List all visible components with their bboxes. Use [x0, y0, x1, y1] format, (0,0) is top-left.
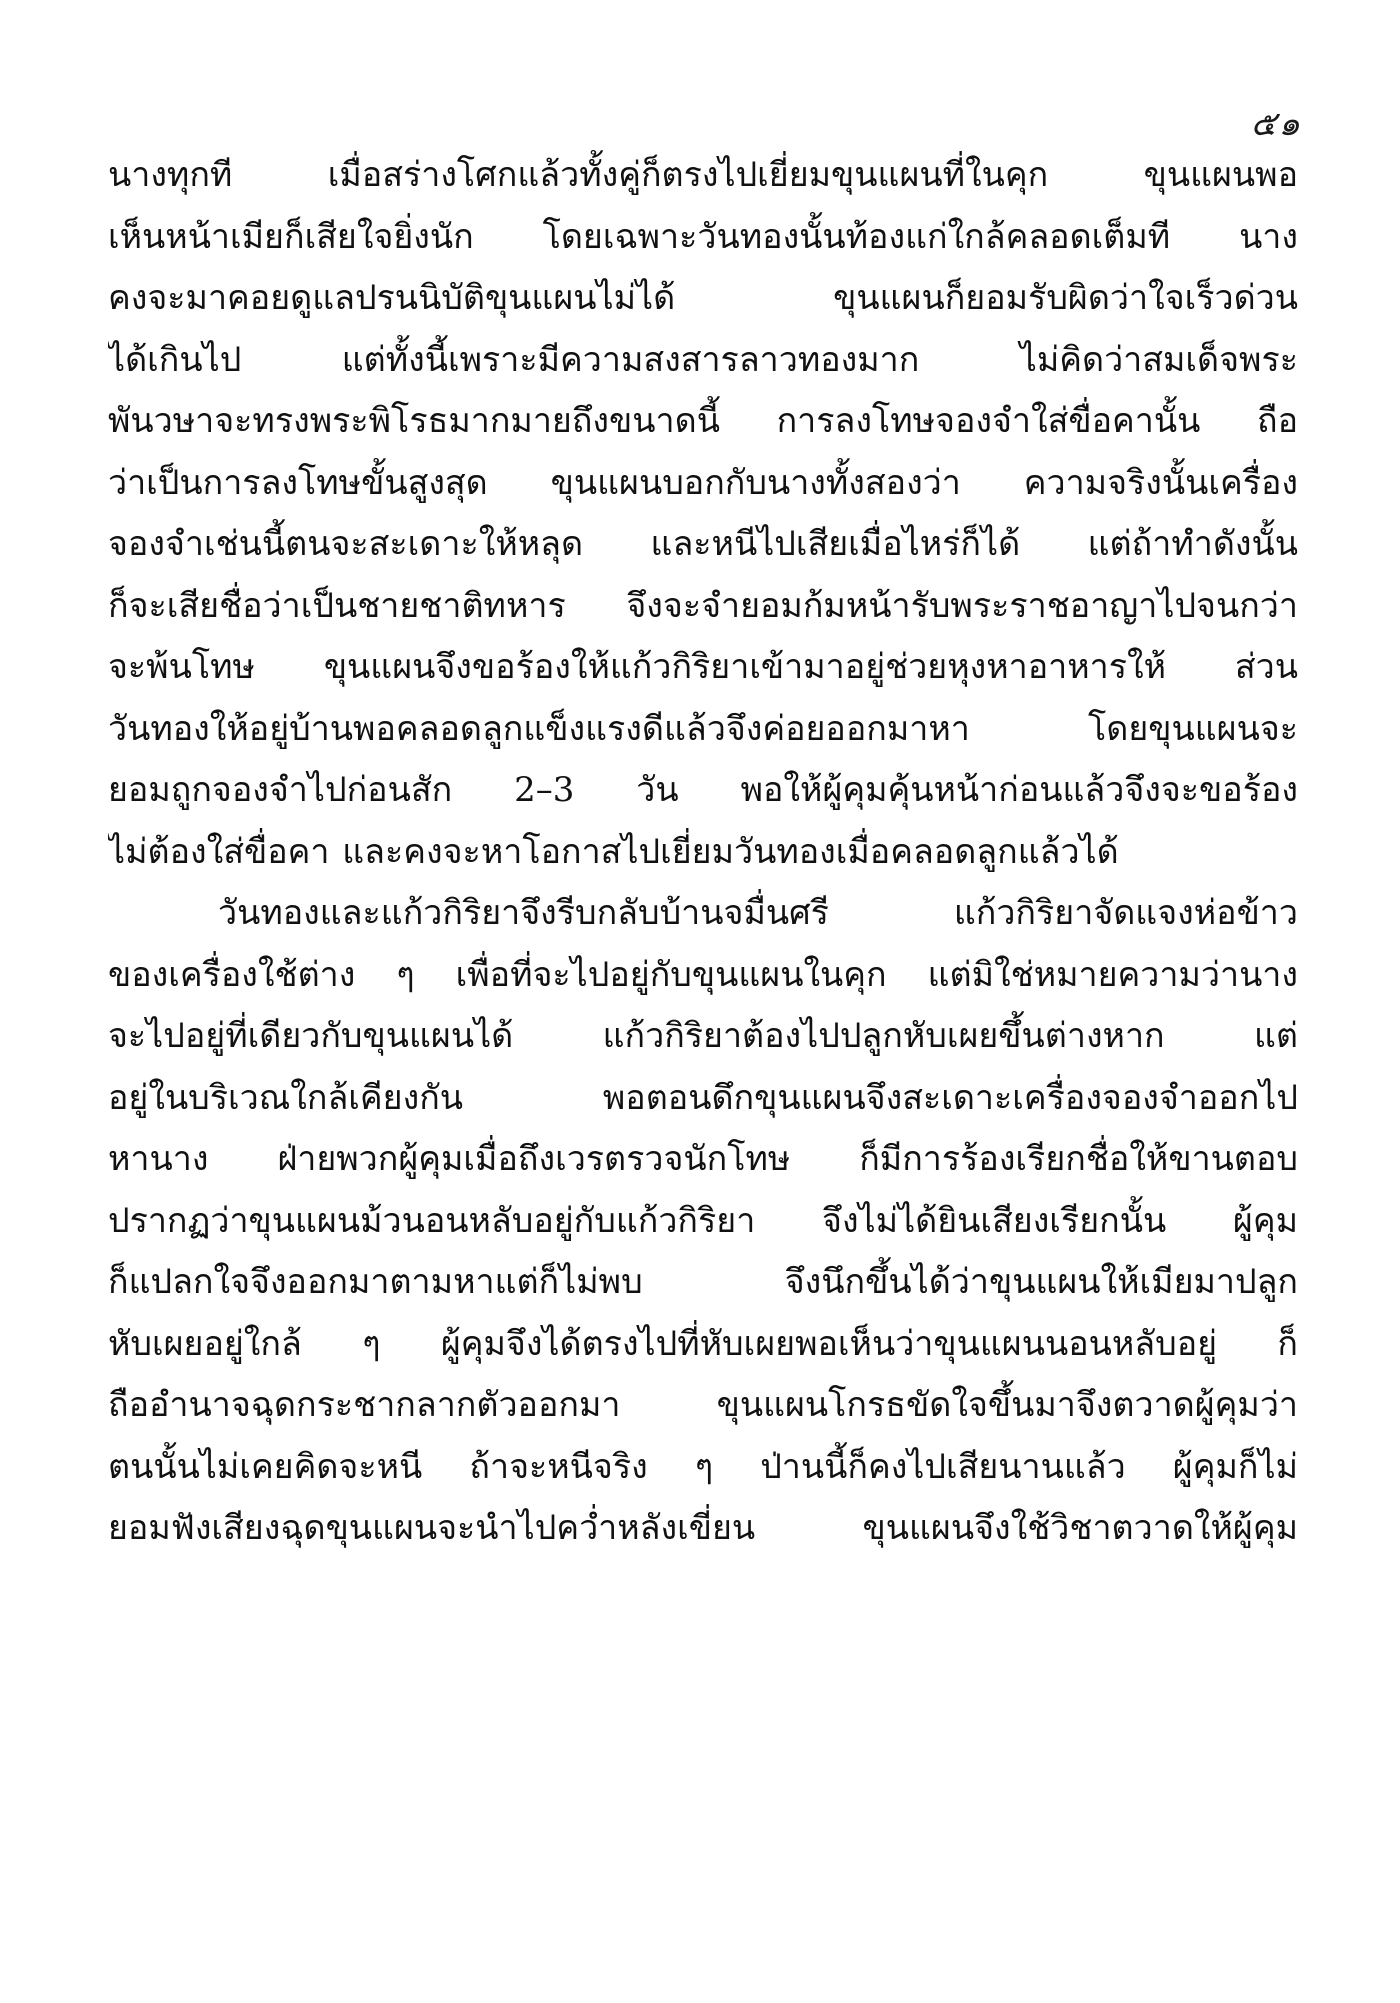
- paragraph-2: [108, 883, 1298, 1560]
- page-number: ๕๑: [1250, 104, 1302, 144]
- text-line: ตนนั้นไม่เคยคิดจะหนี ถ้าจะหนีจริง ๆ ป่านนี้ก็คงไปเสียนานแล้ว ผู้คุมก็ไม่: [108, 1446, 1298, 1487]
- text-line: จะไปอยู่ที่เดียวกับขุนแผนได้ แก้วกิริยาต้องไปปลูกหับเผยขึ้นต่างหาก แต่: [108, 1016, 1298, 1056]
- text-line: จองจำเช่นนี้ตนจะสะเดาะให้หลุด และหนีไปเสียเมื่อไหร่ก็ได้ แต่ถ้าทำดังนั้น: [108, 524, 1298, 564]
- text-line: วันทองให้อยู่บ้านพอคลอดลูกแข็งแรงดีแล้วจึงค่อยออกมาหา โดยขุนแผนจะ: [108, 708, 1298, 749]
- text-line: คงจะมาคอยดูแลปรนนิบัติขุนแผนไม่ได้ ขุนแผนก็ยอมรับผิดว่าใจเร็วด่วน: [108, 278, 1298, 318]
- text-line: วันทองและแก้วกิริยาจึงรีบกลับบ้านจมื่นศรี แก้วกิริยาจัดแจงห่อข้าว: [218, 893, 1298, 933]
- text-line: ไม่ต้องใส่ขื่อคา และคงจะหาโอกาสไปเยี่ยมวันทองเมื่อคลอดลูกแล้วได้: [108, 831, 1119, 872]
- text-line: ก็แปลกใจจึงออกมาตามหาแต่ก็ไม่พบ จึงนึกขึ้นได้ว่าขุนแผนให้เมียมาปลูก: [108, 1262, 1298, 1302]
- text-line: จะพ้นโทษ ขุนแผนจึงขอร้องให้แก้วกิริยาเข้ามาอยู่ช่วยหุงหาอาหารให้ ส่วน: [108, 647, 1298, 687]
- text-line: ได้เกินไป แต่ทั้งนี้เพราะมีความสงสารลาวทองมาก ไม่คิดว่าสมเด็จพระ: [108, 339, 1298, 380]
- text-line: หับเผยอยู่ใกล้ ๆ ผู้คุมจึงได้ตรงไปที่หับเผยพอเห็นว่าขุนแผนนอนหลับอยู่ ก็: [108, 1323, 1298, 1364]
- text-line: ว่าเป็นการลงโทษขั้นสูงสุด ขุนแผนบอกกับนางทั้งสองว่า ความจริงนั้นเครื่อง: [108, 462, 1298, 503]
- paragraph-1: [108, 145, 1298, 883]
- text-line: พันวษาจะทรงพระพิโรธมากมายถึงขนาดนี้ การลงโทษจองจำใส่ขื่อคานั้น ถือ: [108, 401, 1298, 441]
- text-line: เห็นหน้าเมียก็เสียใจยิ่งนัก โดยเฉพาะวันทองนั้นท้องแก่ใกล้คลอดเต็มที นาง: [108, 216, 1298, 257]
- text-line: ยอมถูกจองจำไปก่อนสัก 2–3 วัน พอให้ผู้คุมคุ้นหน้าก่อนแล้วจึงจะขอร้อง: [108, 770, 1298, 810]
- text-line: อยู่ในบริเวณใกล้เคียงกัน พอตอนดึกขุนแผนจึงสะเดาะเครื่องจองจำออกไป: [108, 1077, 1298, 1118]
- text-line: ก็จะเสียชื่อว่าเป็นชายชาติทหาร จึงจะจำยอมก้มหน้ารับพระราชอาญาไปจนกว่า: [108, 585, 1298, 626]
- text-line: ยอมฟังเสียงฉุดขุนแผนจะนำไปคว่ำหลังเขี่ยน ขุนแผนจึงใช้วิชาตวาดให้ผู้คุม: [108, 1508, 1298, 1548]
- text-line: ถืออำนาจฉุดกระชากลากตัวออกมา ขุนแผนโกรธขัดใจขึ้นมาจึงตวาดผู้คุมว่า: [108, 1385, 1298, 1425]
- text-line: นางทุกที เมื่อสร่างโศกแล้วทั้งคู่ก็ตรงไปเยี่ยมขุนแผนที่ในคุก ขุนแผนพอ: [108, 155, 1298, 195]
- text-line: ของเครื่องใช้ต่าง ๆ เพื่อที่จะไปอยู่กับขุนแผนในคุก แต่มิใช่หมายความว่านาง: [108, 954, 1298, 995]
- text-line: ปรากฏว่าขุนแผนม้วนอนหลับอยู่กับแก้วกิริยา จึงไม่ได้ยินเสียงเรียกนั้น ผู้คุม: [108, 1200, 1298, 1241]
- text-line: หานาง ฝ่ายพวกผู้คุมเมื่อถึงเวรตรวจนักโทษ ก็มีการร้องเรียกชื่อให้ขานตอบ: [108, 1139, 1298, 1179]
- body-text: [108, 145, 1298, 1560]
